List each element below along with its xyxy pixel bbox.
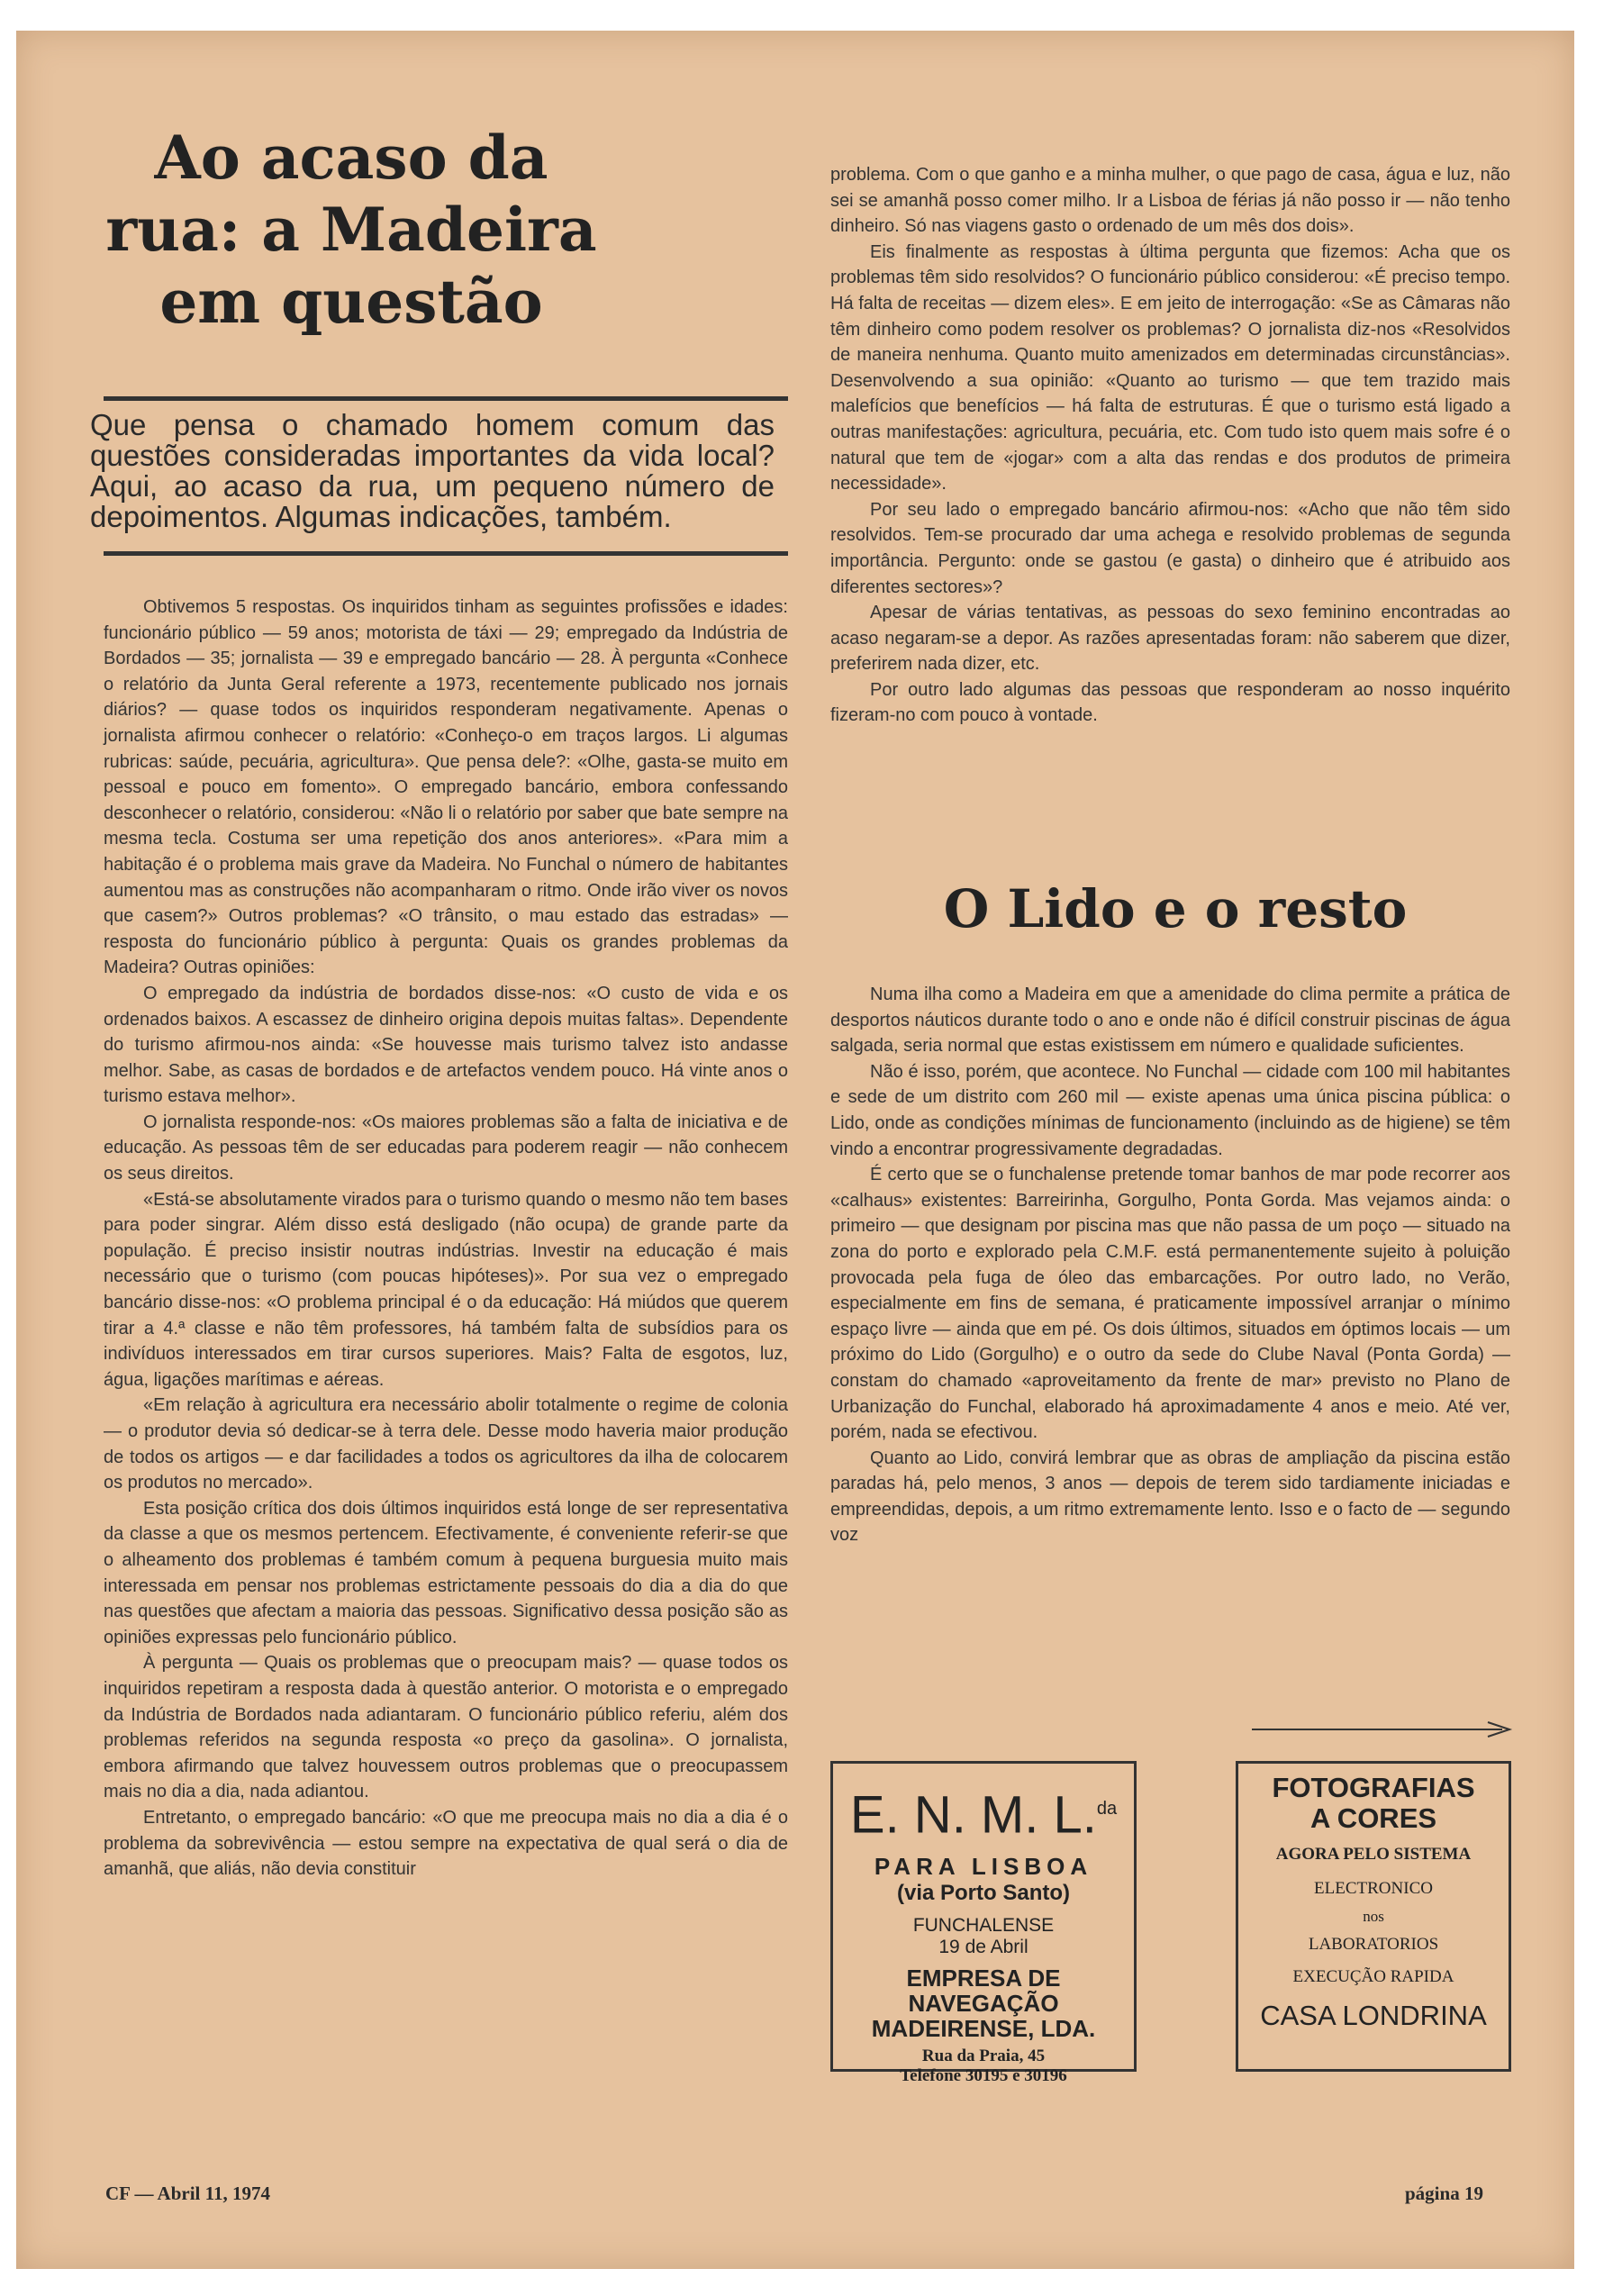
lead-paragraph: Que pensa o chamado homem comum das questões consideradas importantes da vida local? Aqui, ao acaso da rua, um pequeno número de depoimentos. Algumas indicações, também.	[90, 408, 775, 533]
footer-page-number: página 19	[1405, 2183, 1483, 2204]
article-paragraph: «Em relação à agricultura era necessário abolir totalmente o regime de colonia — o produtor devia só dedicar-se à terra dele. Desse modo haveria maior produção de todos os artigos — e dar facilidades a todos os agricultores da ilha de colocarem os produtos no mercado».	[104, 1395, 788, 1493]
article-column-2	[830, 162, 1510, 729]
article-paragraph: À pergunta — Quais os problemas que o preocupam mais? — quase todos os inquiridos repetiram a resposta dada à questão anterior. O motorista e o empregado da Indústria de Bordados nada adiantaram. O funcionário público referiu, além dos problemas referidos na segunda resposta «o preço da gasolina». O jornalista, embora afirmando que talvez houvessem outros problemas que o preocupassem mais no dia a dia, nada adiantou.	[104, 1653, 788, 1802]
article-paragraph: Numa ilha como a Madeira em que a amenidade do clima permite a prática de desportos náuticos durante todo o ano e onde não é difícil construir piscinas de água salgada, seria normal que estas existissem em número e qualidade suficientes.	[830, 985, 1510, 1057]
article-paragraph: Eis finalmente as respostas à última pergunta que fizemos: Acha que os problemas têm sido resolvidos? O funcionário público considerou: «É preciso tempo. Há falta de receitas — dizem eles». E em jeito de interrogação: «Se as Câmaras não têm dinheiro como podem resolver os problemas? O jornalista diz-nos «Resolvidos de maneira nenhuma. Quanto muito amenizados em determinadas circunstâncias». Desenvolvendo a sua opinião: «Quanto ao turismo — que tem trazido mais malefícios que benefícios — há falta de estruturas. É que o turismo está ligado a outras manifestações: agricultura, pecuária, etc. Com tudo isto quem mais sofre é o natural que tem de «jogar» com a alta das rendas e dos produtos de primeira necessidade».	[830, 241, 1510, 495]
advert-enml-address: Rua da Praia, 45	[921, 2046, 1046, 2066]
advert-enml-phone: Telefone 30195 e 30196	[900, 2066, 1067, 2086]
headline: Ao acaso da rua: a Madeira em questão	[105, 123, 597, 337]
article-paragraph: Por outro lado algumas das pessoas que responderam ao nosso inquérito fizeram-no com pouco à vontade.	[830, 679, 1510, 726]
advert-enml-logo	[833, 1780, 1134, 1844]
lead-rule-top	[104, 396, 788, 401]
advert-photo-line-4: LABORATORIOS	[1308, 1935, 1439, 1954]
advert-enml-date: 19 de Abril	[938, 1937, 1029, 1958]
advert-enml-ship: FUNCHALENSE	[912, 1915, 1055, 1937]
advert-photo-line-1: AGORA PELO SISTEMA	[1275, 1845, 1472, 1864]
article-paragraph: É certo que se o funchalense pretende tomar banhos de mar pode recorrer aos «calhaus» existentes: Barreirinha, Gorgulho, Ponta Gorda. Mas vejamos ainda: o primeiro — que designam por piscina mas que não passa de um poço — situado na zona do porto e explorado pela C.M.F. está permanentemente sujeito à poluição provocada pela fuga de óleo das embarcações. Por outro lado, no Verão, especialmente em fins de semana, é praticamente impossível arranjar o mínimo espaço livre — ainda que em pé. Os dois últimos, situados em óptimos locais — um próximo do Lido (Gorgulho) e o outro da sede do Clube Naval (Ponta Gorda) — constam do chamado «aproveitamento da frente de mar» previsto no Plano de Urbanização do Funchal, elaborado há aproximadamente 4 anos e meio. Até ver, porém, nada se efectivou.	[830, 1165, 1510, 1443]
advert-photo-line-5: EXECUÇÃO RAPIDA	[1292, 1967, 1454, 1986]
advert-casa-londrina	[1236, 1761, 1511, 2072]
advert-enml	[830, 1761, 1137, 2086]
article-paragraph: Apesar de várias tentativas, as pessoas do sexo feminino encontradas ao acaso negaram-se a depor. As razões apresentadas foram: não saberem que dizer, preferirem nada dizer, etc.	[830, 603, 1510, 675]
article-column-1	[104, 594, 788, 1883]
advert-enml-route: (via Porto Santo)	[896, 1881, 1070, 1906]
advert-enml-company: EMPRESA DE NAVEGAÇÃO MADEIRENSE, LDA.	[871, 1965, 1096, 2043]
subheading: O Lido e o resto	[943, 878, 1408, 939]
advert-photo-line-2: ELECTRONICO	[1314, 1879, 1433, 1898]
article-paragraph: Quanto ao Lido, convirá lembrar que as obras de ampliação da piscina estão paradas há, pelo menos, 3 anos — depois de terem sido tardiamente iniciadas e empreendidas, depois, a um ritmo extremamente lento. Isso e o facto de — segundo voz	[830, 1447, 1510, 1546]
article-paragraph: Não é isso, porém, que acontece. No Funchal — cidade com 100 mil habitantes e sede de um distrito com 260 mil — existe apenas uma única piscina pública: o Lido, onde as condições mínimas de funcionamento (incluindo as de higiene) se têm vindo a encontrar progressivamente degradadas.	[830, 1061, 1510, 1159]
continue-arrow-icon	[1252, 1719, 1513, 1740]
article-paragraph: Por seu lado o empregado bancário afirmou-nos: «Acho que não têm sido resolvidos. Tem-se procurado dar uma achega e resolvido problemas de segunda importância. Pergunto: onde se gastou (e gasta) o dinheiro que é atribuido aos diferentes sectores»?	[830, 499, 1510, 597]
advert-enml-sup: da	[1096, 1799, 1118, 1819]
article-paragraph: «Está-se absolutamente virados para o turismo quando o mesmo não tem bases para poder singrar. Além disso está desligado (não ocupa) de grande parte da população. É preciso insistir noutras indústrias. Investir na educação é mais necessário que o turismo (com poucas hipóteses)». Por sua vez o empregado bancário disse-nos: «O problema principal é o da educação: Há miúdos que querem tirar a 4.ª classe e não têm professores, há também falta de subsídios para os indivíduos interessados em tirar cursos superiores. Mais? Falta de esgotos, luz, água, ligações marítimas e aéreas.	[104, 1189, 788, 1390]
article-paragraph: O empregado da indústria de bordados disse-nos: «O custo de vida e os ordenados baixos. A escassez de dinheiro origina depois muitas faltas». Dependente do turismo afirmou-nos ainda: «Se houvesse mais turismo talvez isto andasse melhor. Sabe, as casas de bordados e de artefactos vendem pouco. Há vinte anos o turismo estava melhor».	[104, 983, 788, 1107]
advert-photo-name: CASA LONDRINA	[1260, 2000, 1487, 2031]
article-paragraph: problema. Com o que ganho e a minha mulher, o que pago de casa, água e luz, não sei se amanhã posso comer milho. Ir a Lisboa de férias já não posso ir — não tenho dinheiro. Só nas viagens gasto o ordenado de um mês dos dois».	[830, 165, 1510, 237]
advert-enml-destination: PARA LISBOA	[874, 1853, 1093, 1881]
article-paragraph: O jornalista responde-nos: «Os maiores problemas são a falta de iniciativa e de educação. As pessoas têm de ser educadas para poderem reagir — não conhecem os seus direitos.	[104, 1112, 788, 1184]
lead-rule-bottom	[104, 551, 788, 556]
advert-photo-line-3: nos	[1363, 1908, 1384, 1925]
article-paragraph: Esta posição crítica dos dois últimos inquiridos está longe de ser representativa da classe a que os mesmos pertencem. Efectivamente, é conveniente referir-se que o alheamento dos problemas é também comum à pequena burguesia muito mais interessada em pensar nos problemas estrictamente pessoais do dia a dia do que nas questões que afectam a maioria das pessoas. Significativo dessa posição são as opiniões expressas pelo funcionário público.	[104, 1498, 788, 1647]
footer-issue-date: CF — Abril 11, 1974	[105, 2183, 270, 2204]
article-paragraph: Obtivemos 5 respostas. Os inquiridos tinham as seguintes profissões e idades: funcionário público — 59 anos; motorista de táxi — 29; empregado da Indústria de Bordados — 35; jornalista — 39 e empregado bancário — 28. À pergunta «Conhece o relatório da Junta Geral referente a 1973, recentemente publicado nos jornais diários? — quase todos os inquiridos responderam negativamente. Apenas o jornalista afirmou conhecer o relatório: «Conheço-o em traços largos. Li algumas rubricas: saúde, pecuária, agricultura». Que pensa dele?: «Olhe, gasta-se muito em pessoal e pouco em fomento». O empregado bancário, embora confessando desconhecer o relatório, considerou: «Não li o relatório por saber que bate sempre na mesma tecla. Costuma ser uma repetição dos anos anteriores». «Para mim a habitação é o problema mais grave da Madeira. No Funchal o número de habitantes aumentou mas as construções não acompanharam o ritmo. Onde irão viver os novos que casem?» Outros problemas? «O trânsito, o mau estado das estradas» — resposta do funcionário público à pergunta: Quais os grandes problemas da Madeira? Outras opiniões:	[104, 597, 788, 978]
advert-photo-title: FOTOGRAFIAS A CORES	[1272, 1772, 1475, 1834]
advert-enml-name: E. N. M. L.	[849, 1785, 1097, 1845]
article-paragraph: Entretanto, o empregado bancário: «O que me preocupa mais no dia a dia é o problema da sobrevivência — estou sempre na expectativa de qual será o dia de amanhã, que aliás, não devia constituir	[104, 1807, 788, 1880]
article-column-3	[830, 982, 1510, 1548]
